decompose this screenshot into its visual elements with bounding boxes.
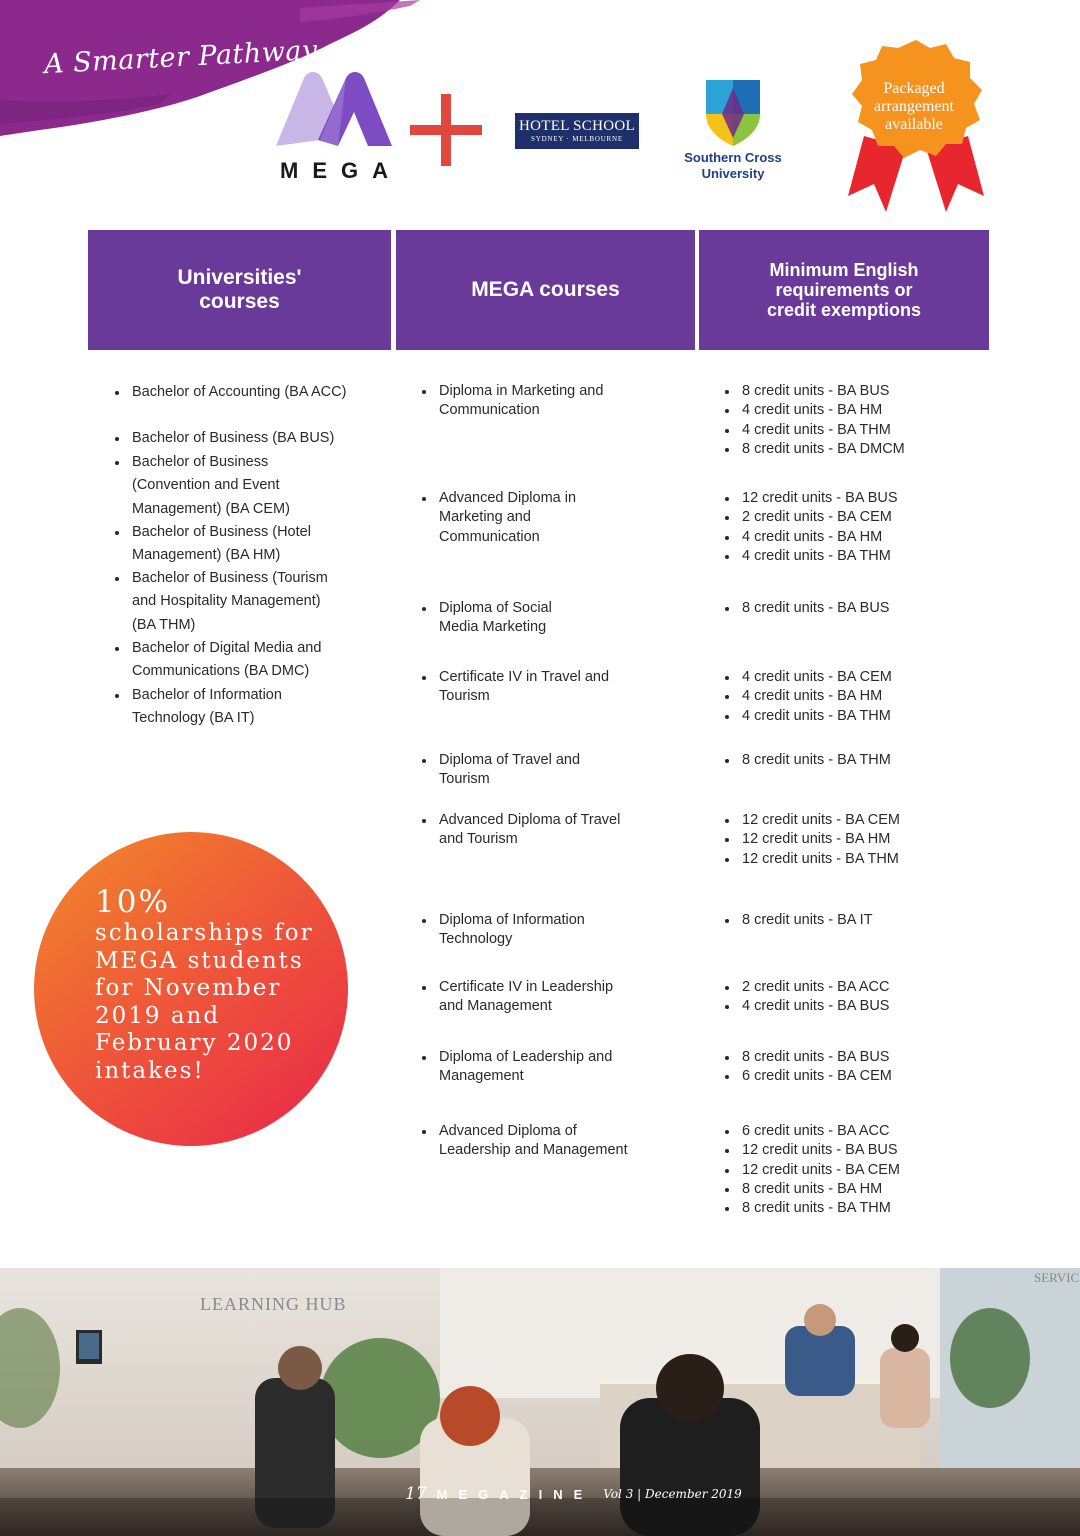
scu-line2: University — [701, 166, 765, 181]
hotel-school-name: HOTEL SCHOOL — [519, 118, 635, 134]
scholarship-text: scholarships for MEGA students for November 2019 and February 2020 intakes! — [95, 920, 314, 1084]
badge-text: Packaged arrangement available — [874, 80, 954, 133]
credit-item: 8 credit units - BA HM — [742, 1180, 972, 1199]
course-name: Diploma of Travel and Tourism — [439, 751, 634, 790]
hotel-school-cities: SYDNEY · MELBOURNE — [531, 135, 623, 143]
course-name: Certificate IV in Leadership and Management — [439, 978, 634, 1017]
page-number: 17 — [405, 1484, 427, 1504]
header-english-requirements — [699, 230, 989, 350]
list-item: Bachelor of Business (Hotel Management) (BA HM) — [132, 521, 317, 568]
footer — [405, 1484, 742, 1504]
credit-list — [742, 978, 972, 1017]
mega-course-item — [439, 1048, 669, 1087]
plus-icon — [410, 94, 482, 166]
mega-course-item — [439, 599, 669, 638]
credit-item: 8 credit units - BA BUS — [742, 1048, 972, 1067]
list-item: Bachelor of Information Technology (BA IT) — [132, 684, 332, 731]
mega-course-item — [439, 382, 669, 421]
mega-course-item — [439, 489, 669, 547]
credit-item: 4 credit units - BA HM — [742, 401, 972, 420]
credit-item: 4 credit units - BA CEM — [742, 668, 972, 687]
mega-wordmark: MEGA — [280, 158, 402, 183]
credit-item: 4 credit units - BA HM — [742, 528, 972, 547]
credit-item: 8 credit units - BA THM — [742, 751, 972, 770]
course-name: Diploma of Information Technology — [439, 911, 599, 950]
credit-item: 4 credit units - BA THM — [742, 421, 972, 440]
mega-course-item — [439, 1122, 669, 1161]
credit-item: 4 credit units - BA BUS — [742, 997, 972, 1016]
tagline: A Smarter Pathway — [43, 34, 319, 81]
learning-hub-sign: LEARNING HUB — [200, 1294, 347, 1314]
credit-item: 8 credit units - BA BUS — [742, 382, 972, 401]
list-item: Bachelor of Business (Convention and Event Management) (BA CEM) — [132, 451, 317, 521]
service-sign: SERVIC — [1034, 1270, 1080, 1285]
credit-item: 2 credit units - BA CEM — [742, 508, 972, 527]
magazine-name: MEGAZINE — [436, 1486, 594, 1502]
mega-course-item — [439, 978, 669, 1017]
list-item: Bachelor of Digital Media and Communications (BA DMC) — [132, 637, 382, 684]
credit-item: 4 credit units - BA THM — [742, 707, 972, 726]
mega-course-item — [439, 811, 669, 850]
header-mega-courses — [396, 230, 695, 350]
course-name: Certificate IV in Travel and Tourism — [439, 668, 634, 707]
scu-name — [670, 150, 796, 182]
credit-item: 4 credit units - BA HM — [742, 687, 972, 706]
credit-item: 6 credit units - BA ACC — [742, 1122, 972, 1141]
mega-course-item — [439, 911, 669, 950]
hotel-school-logo — [515, 113, 639, 149]
credit-item: 2 credit units - BA ACC — [742, 978, 972, 997]
credit-item: 8 credit units - BA DMCM — [742, 440, 972, 459]
course-name: Advanced Diploma in Marketing and Communication — [439, 489, 589, 547]
credit-item: 12 credit units - BA HM — [742, 830, 972, 849]
course-name: Advanced Diploma of Travel and Tourism — [439, 811, 634, 850]
issue-info: Vol 3 | December 2019 — [603, 1487, 742, 1501]
course-name: Advanced Diploma of Leadership and Management — [439, 1122, 634, 1161]
mega-course-item — [439, 751, 669, 790]
list-item: Bachelor of Accounting (BA ACC) — [132, 381, 382, 404]
credit-list — [742, 811, 972, 869]
header-universities-label: Universities' courses — [177, 266, 302, 313]
credit-item: 6 credit units - BA CEM — [742, 1067, 972, 1086]
credit-item: 12 credit units - BA BUS — [742, 1141, 972, 1160]
credit-item: 8 credit units - BA THM — [742, 1199, 972, 1218]
credit-item: 12 credit units - BA BUS — [742, 489, 972, 508]
header-mega-label: MEGA courses — [471, 278, 620, 301]
course-name: Diploma in Marketing and Communication — [439, 382, 634, 421]
credit-list — [742, 1122, 972, 1218]
credit-item: 4 credit units - BA THM — [742, 547, 972, 566]
credit-item: 8 credit units - BA BUS — [742, 599, 972, 618]
scholarship-text-block — [95, 884, 335, 1086]
credit-item: 8 credit units - BA IT — [742, 911, 972, 930]
credit-item: 12 credit units - BA CEM — [742, 1161, 972, 1180]
credit-item: 12 credit units - BA CEM — [742, 811, 972, 830]
list-item: Bachelor of Business (Tourism and Hospitality Management) (BA THM) — [132, 567, 332, 637]
credit-list — [742, 668, 972, 726]
list-item: Bachelor of Business (BA BUS) — [132, 427, 382, 450]
scu-shield-icon — [704, 78, 762, 148]
credit-list — [742, 489, 972, 566]
scholarship-percent: 10% — [95, 884, 170, 920]
course-name: Diploma of Leadership and Management — [439, 1048, 634, 1087]
credit-list — [742, 1048, 972, 1087]
mega-logo-icon — [268, 70, 398, 150]
credit-list — [742, 382, 972, 459]
credit-list — [742, 599, 972, 618]
header-english-label: Minimum English requirements or credit exemptions — [766, 260, 922, 320]
credit-item: 12 credit units - BA THM — [742, 850, 972, 869]
credit-list — [742, 911, 972, 930]
course-name: Diploma of Social Media Marketing — [439, 599, 589, 638]
mega-course-item — [439, 668, 669, 707]
header-universities-courses — [88, 230, 391, 350]
credit-list — [742, 751, 972, 770]
scu-line1: Southern Cross — [684, 150, 782, 165]
